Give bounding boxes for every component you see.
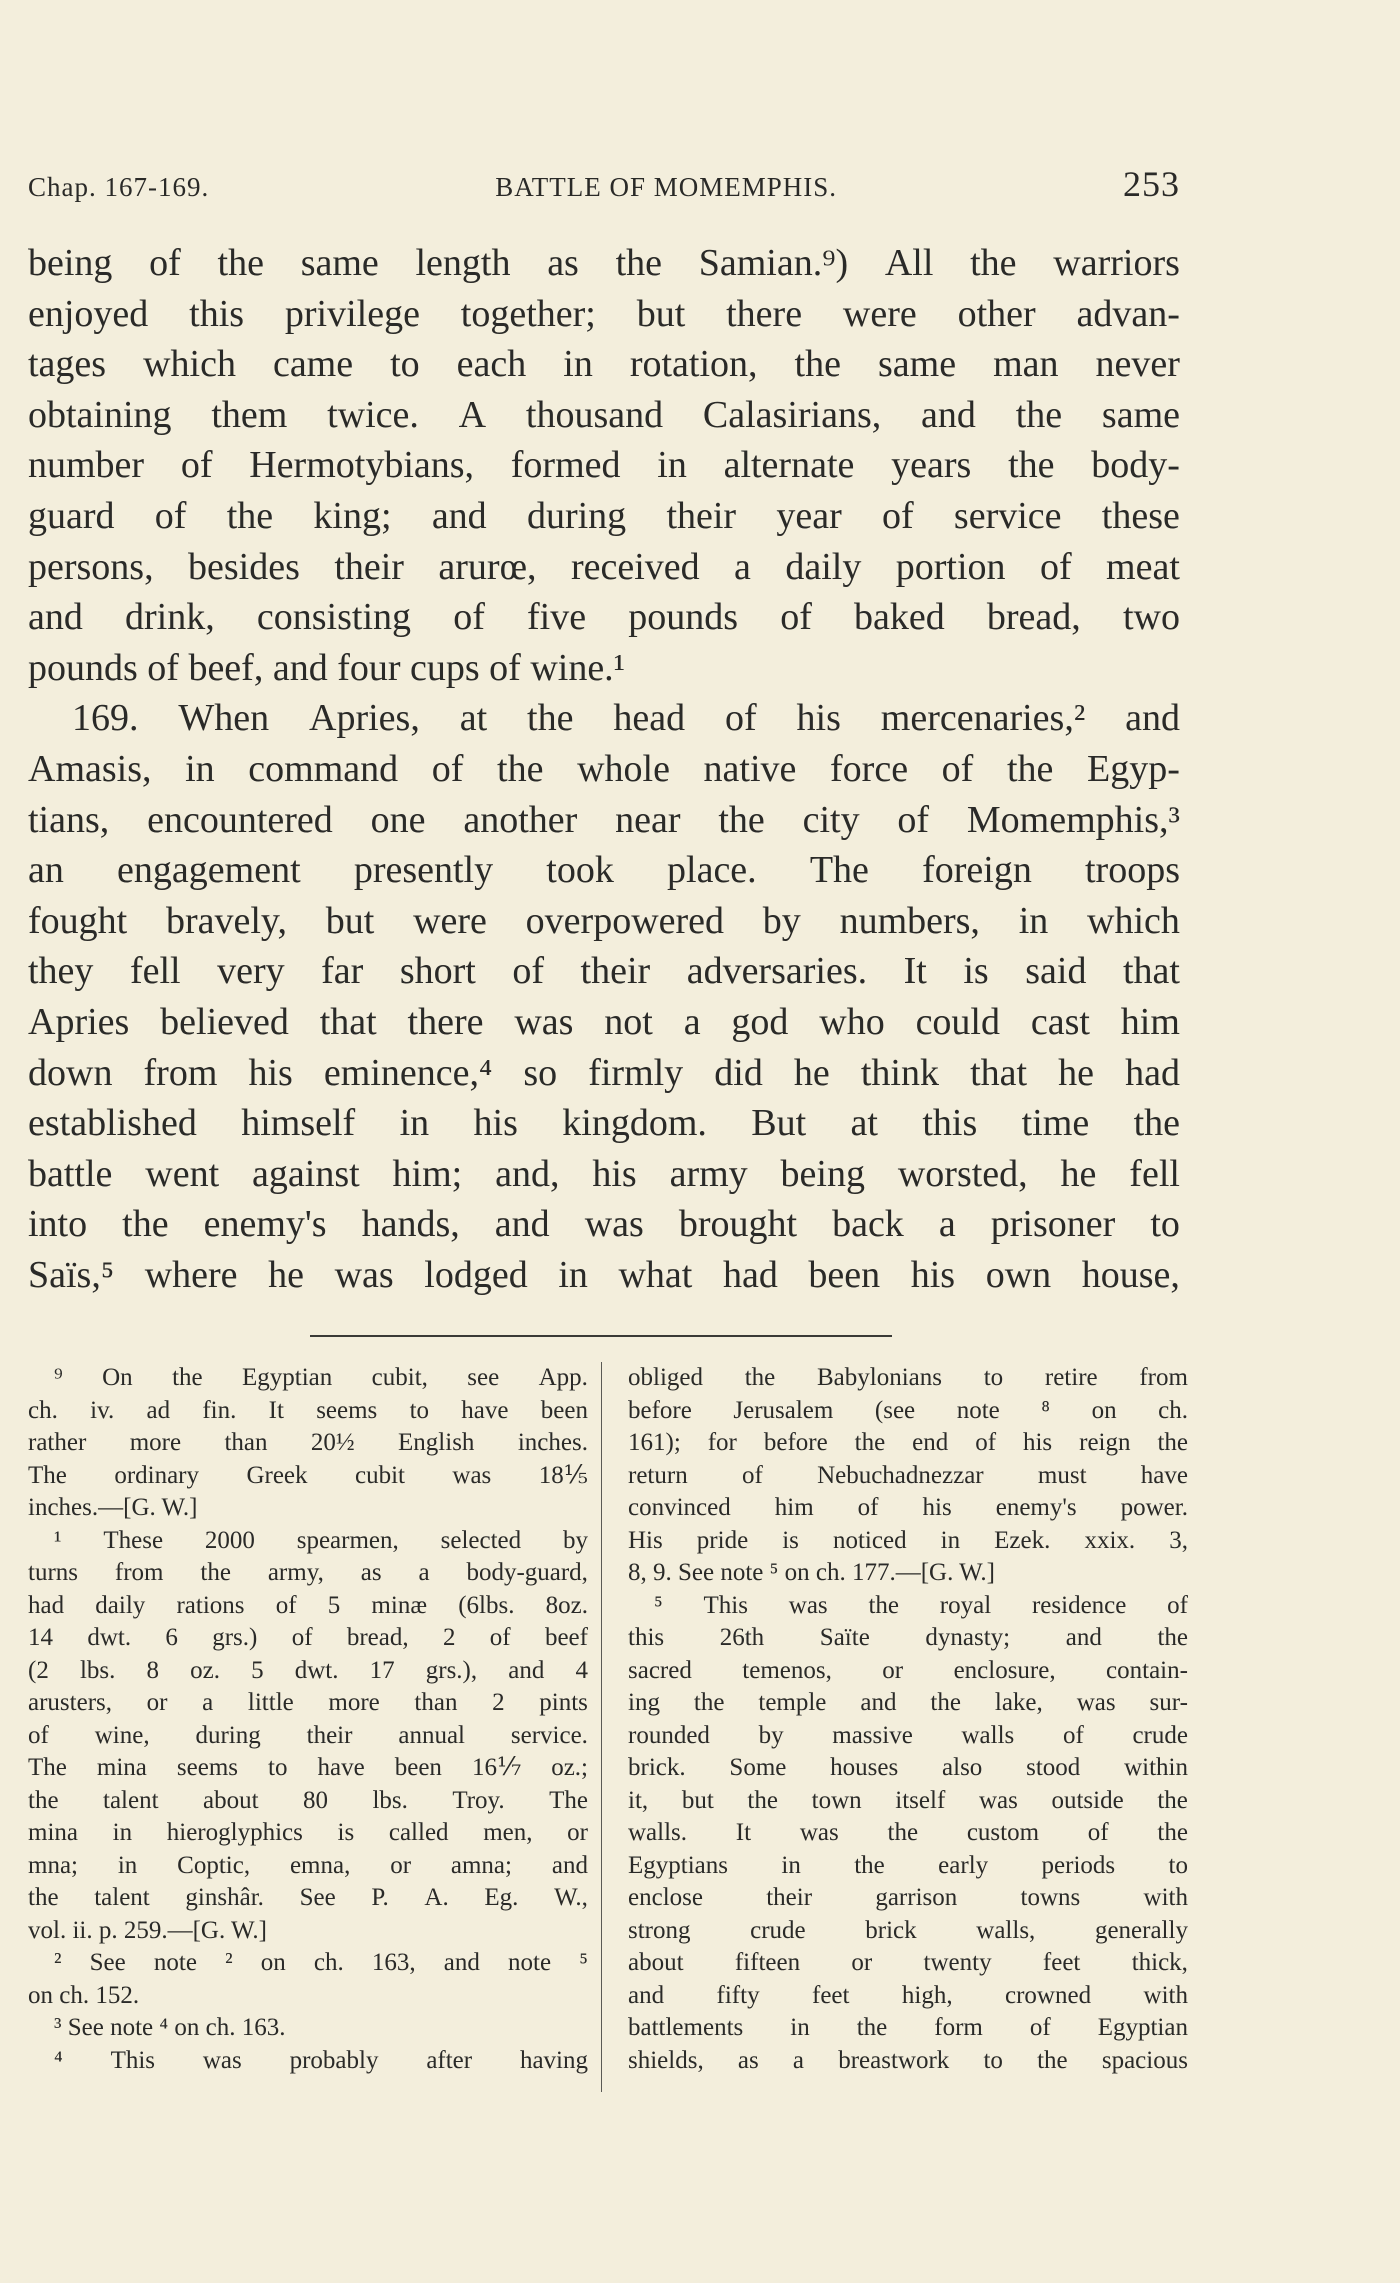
footnote-line: ⁵ This was the royal residence of bbox=[654, 1591, 1188, 1619]
footnote-line: battlements in the form of Egyptian bbox=[628, 2014, 1188, 2041]
chapter-range: Chap. 167-169. bbox=[28, 172, 210, 202]
running-header bbox=[28, 163, 1180, 205]
footnotes-right-column bbox=[628, 1362, 1188, 2077]
footnote-line: arusters, or a little more than 2 pints bbox=[28, 1689, 588, 1716]
footnote-line: His pride is noticed in Ezek. xxix. 3, bbox=[628, 1526, 1188, 1554]
text-line: battle went against him; and, his army being worsted, he fell bbox=[28, 1152, 1180, 1195]
text-line: Saïs,⁵ where he was lodged in what had been his own house, bbox=[28, 1253, 1180, 1296]
footnote-line: obliged the Babylonians to retire from bbox=[628, 1364, 1188, 1391]
footnote-line: shields, as a breastwork to the spacious bbox=[628, 2046, 1188, 2074]
footnote-line: ¹ These 2000 spearmen, selected by bbox=[54, 1526, 588, 1554]
text-line: tians, encountered one another near the city of Momemphis,³ bbox=[28, 798, 1180, 841]
text-line: number of Hermotybians, formed in alternate years the body- bbox=[28, 444, 1180, 487]
footnote-line: of wine, during their annual service. bbox=[28, 1721, 588, 1749]
text-line: and drink, consisting of five pounds of baked bread, two bbox=[28, 596, 1180, 639]
column-divider bbox=[601, 1362, 602, 2092]
footnote-line: this 26th Saïte dynasty; and the bbox=[628, 1624, 1188, 1651]
text-line: persons, besides their arurœ, received a daily portion of meat bbox=[28, 545, 1180, 588]
main-text bbox=[28, 238, 1180, 1300]
footnote-line: walls. It was the custom of the bbox=[628, 1819, 1188, 1846]
text-line: down from his eminence,⁴ so firmly did he think that he had bbox=[28, 1051, 1180, 1094]
footnote-line: The mina seems to have been 16⅐ oz.; bbox=[28, 1754, 588, 1781]
text-line: an engagement presently took place. The foreign troops bbox=[28, 849, 1180, 892]
page-number: 253 bbox=[1123, 164, 1180, 204]
footnote-line: the talent ginshâr. See P. A. Eg. W., bbox=[28, 1884, 588, 1911]
footnote-line: 161); for before the end of his reign the bbox=[628, 1429, 1188, 1456]
footnote-line: ing the temple and the lake, was sur- bbox=[628, 1689, 1188, 1716]
footnotes-left-column bbox=[28, 1362, 588, 2077]
footnote-line: inches.—[G. W.] bbox=[28, 1494, 198, 1521]
text-line: Apries believed that there was not a god who could cast him bbox=[28, 1000, 1180, 1043]
text-line: guard of the king; and during their year of service these bbox=[28, 494, 1180, 537]
footnote-line: ² See note ² on ch. 163, and note ⁵ bbox=[54, 1949, 588, 1976]
text-line: Amasis, in command of the whole native force of the Egyp- bbox=[28, 747, 1180, 790]
footnote-line: about fifteen or twenty feet thick, bbox=[628, 1949, 1188, 1976]
footnote-line: the talent about 80 lbs. Troy. The bbox=[28, 1786, 588, 1814]
footnote-line: vol. ii. p. 259.—[G. W.] bbox=[28, 1916, 267, 1944]
footnote-line: strong crude brick walls, generally bbox=[628, 1916, 1188, 1944]
footnote-line: mna; in Coptic, emna, or amna; and bbox=[28, 1851, 588, 1879]
footnote-line: The ordinary Greek cubit was 18⅕ bbox=[28, 1461, 588, 1489]
text-line: into the enemy's hands, and was brought back a prisoner to bbox=[28, 1203, 1180, 1246]
footnote-line: it, but the town itself was outside the bbox=[628, 1786, 1188, 1814]
footnote-line: before Jerusalem (see note ⁸ on ch. bbox=[628, 1396, 1188, 1424]
footnote-line: turns from the army, as a body-guard, bbox=[28, 1559, 588, 1586]
text-line: being of the same length as the Samian.⁹) All the warriors bbox=[28, 242, 1180, 284]
footnote-line: 14 dwt. 6 grs.) of bread, 2 of beef bbox=[28, 1624, 588, 1651]
footnote-line: enclose their garrison towns with bbox=[628, 1884, 1188, 1911]
footnote-line: ³ See note ⁴ on ch. 163. bbox=[54, 2014, 286, 2041]
footnote-line: convinced him of his enemy's power. bbox=[628, 1494, 1188, 1521]
footnote-line: ⁴ This was probably after having bbox=[54, 2046, 588, 2074]
text-line: fought bravely, but were overpowered by numbers, in which bbox=[28, 899, 1180, 942]
footnote-divider bbox=[310, 1335, 892, 1337]
text-line: established himself in his kingdom. But at this time the bbox=[28, 1102, 1180, 1145]
footnote-line: brick. Some houses also stood within bbox=[628, 1754, 1188, 1781]
footnote-line: and fifty feet high, crowned with bbox=[628, 1981, 1188, 2009]
footnote-line: rather more than 20½ English inches. bbox=[28, 1429, 588, 1456]
footnote-line: ⁹ On the Egyptian cubit, see App. bbox=[54, 1364, 588, 1391]
footnote-line: Egyptians in the early periods to bbox=[628, 1851, 1188, 1879]
footnote-line: mina in hieroglyphics is called men, or bbox=[28, 1819, 588, 1846]
footnote-line: had daily rations of 5 minæ (6lbs. 8oz. bbox=[28, 1591, 588, 1619]
text-line: they fell very far short of their adversaries. It is said that bbox=[28, 950, 1180, 993]
text-line: tages which came to each in rotation, the same man never bbox=[28, 343, 1180, 386]
text-line: pounds of beef, and four cups of wine.¹ bbox=[28, 646, 626, 689]
page-title: BATTLE OF MOMEMPHIS. bbox=[495, 172, 838, 202]
footnote-line: 8, 9. See note ⁵ on ch. 177.—[G. W.] bbox=[628, 1559, 996, 1586]
footnote-line: (2 lbs. 8 oz. 5 dwt. 17 grs.), and 4 bbox=[28, 1656, 588, 1684]
footnote-line: sacred temenos, or enclosure, contain- bbox=[628, 1656, 1188, 1684]
footnote-line: on ch. 152. bbox=[28, 1981, 140, 2009]
footnote-line: ch. iv. ad fin. It seems to have been bbox=[28, 1396, 588, 1424]
footnote-line: return of Nebuchadnezzar must have bbox=[628, 1461, 1188, 1489]
text-line: enjoyed this privilege together; but there were other advan- bbox=[28, 292, 1180, 335]
text-line: 169. When Apries, at the head of his mercenaries,² and bbox=[72, 697, 1180, 740]
text-line: obtaining them twice. A thousand Calasirians, and the same bbox=[28, 393, 1180, 436]
footnote-line: rounded by massive walls of crude bbox=[628, 1721, 1188, 1749]
